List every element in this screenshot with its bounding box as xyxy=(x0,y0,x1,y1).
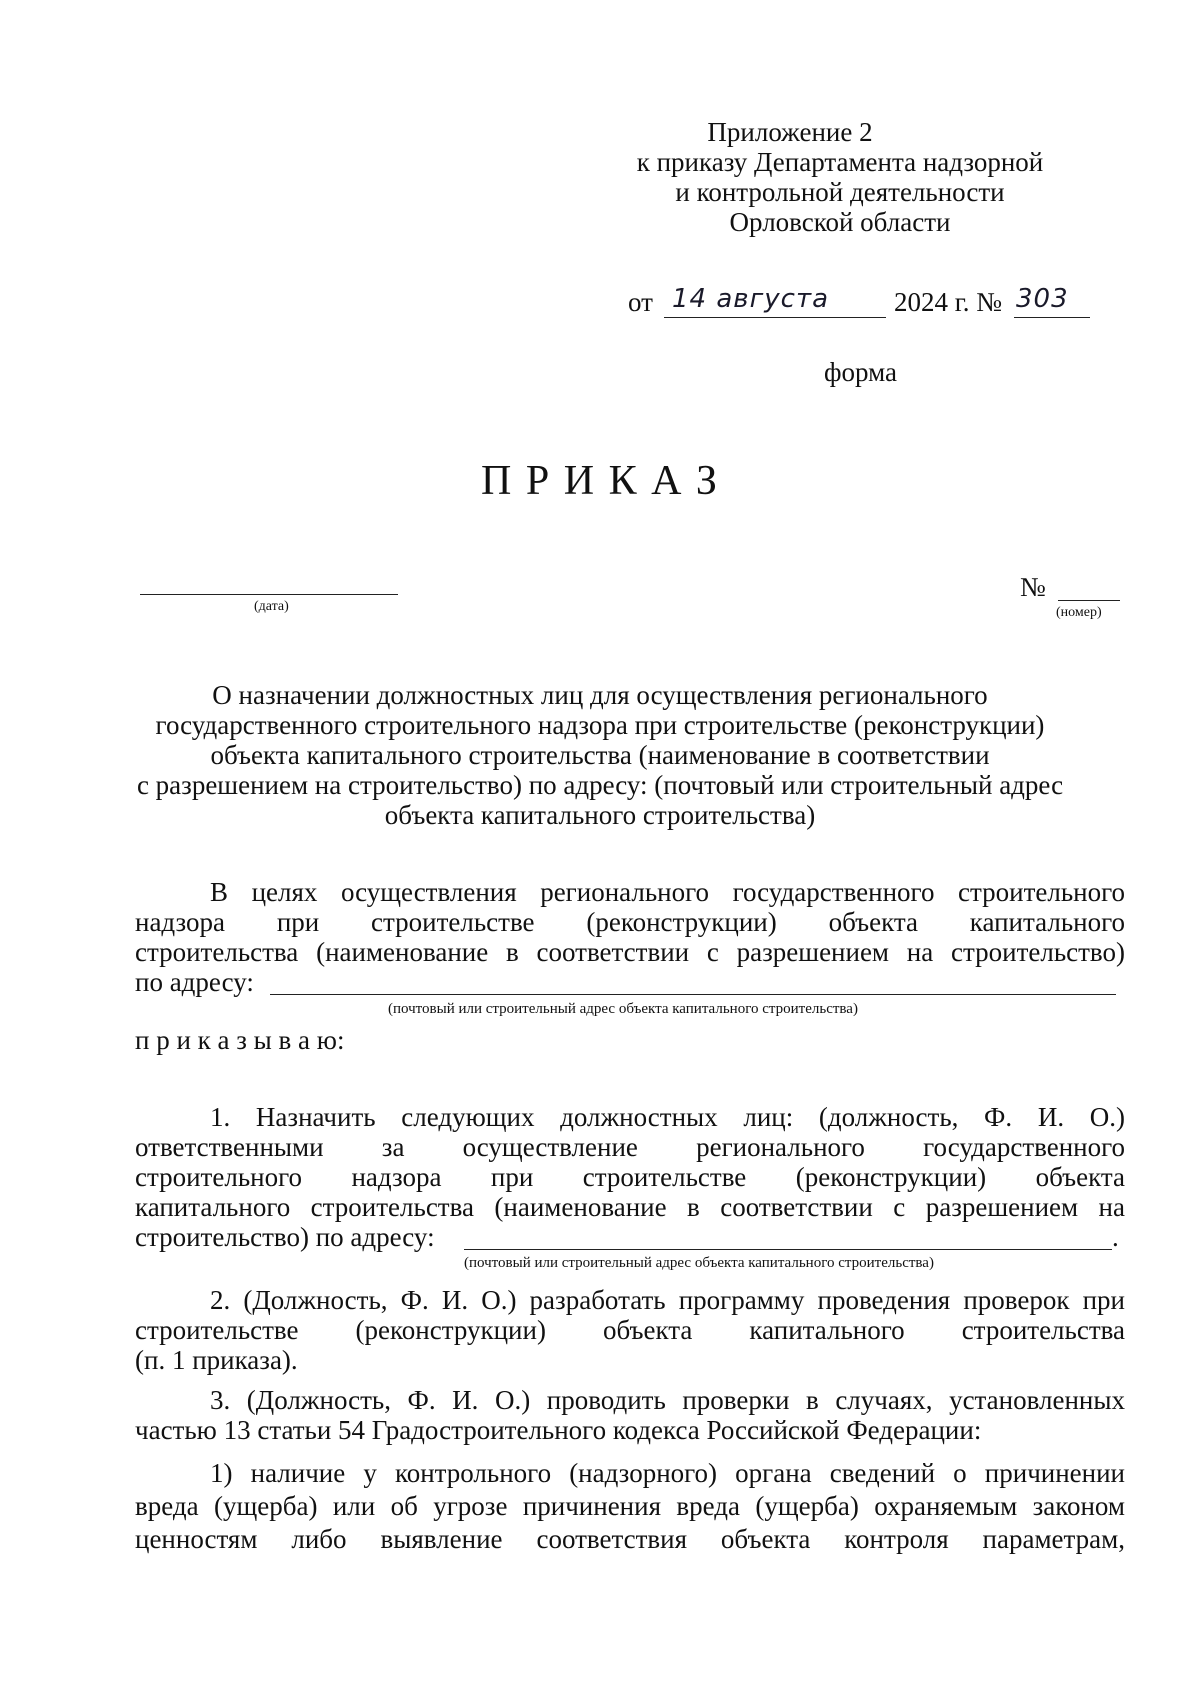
appendix-line-2: к приказу Департамента надзорной xyxy=(636,147,1044,177)
item1-address-line xyxy=(464,1249,1112,1250)
item1-line-3: строительного надзора при строительстве (реконструкции) объекта xyxy=(135,1162,1125,1192)
order-word: п р и к а з ы в а ю: xyxy=(135,1025,345,1055)
date-caption: (дата) xyxy=(254,599,289,614)
item1-address-period: . xyxy=(1112,1222,1119,1252)
preamble-line-3: строительства (наименование в соответствии с разрешением на строительство) xyxy=(135,937,1125,967)
sub1-line-2: вреда (ущерба) или об угрозе причинения вреда (ущерба) охраняемым законом xyxy=(135,1491,1125,1521)
item1-line-2: ответственными за осуществление регионального государственного xyxy=(135,1132,1125,1162)
appendix-line-4: Орловской области xyxy=(729,207,951,237)
number-placeholder-line xyxy=(1058,600,1120,601)
order-date-handwritten: 14 августа xyxy=(672,284,830,314)
order-ref-year: 2024 г. № xyxy=(894,287,1003,317)
appendix-line-3: и контрольной деятельности xyxy=(675,177,1005,207)
item1-address-label: строительство) по адресу: xyxy=(135,1222,435,1252)
preamble-address-caption: (почтовый или строительный адрес объекта капитального строительства) xyxy=(388,1001,858,1017)
preamble-address-label: по адресу: xyxy=(135,967,254,997)
subject-line-5: объекта капитального строительства) xyxy=(384,800,816,830)
preamble-address-line xyxy=(270,994,1116,995)
document-title: П Р И К А З xyxy=(481,458,719,504)
item2-line-2: строительстве (реконструкции) объекта капитального строительства xyxy=(135,1315,1125,1345)
sub1-line-3: ценностям либо выявление соответствия объекта контроля параметрам, xyxy=(135,1524,1125,1554)
item1-line-1: 1. Назначить следующих должностных лиц: (должность, Ф. И. О.) xyxy=(210,1102,1125,1132)
number-sign: № xyxy=(1020,572,1046,602)
number-caption: (номер) xyxy=(1056,605,1102,620)
item2-line-3: (п. 1 приказа). xyxy=(135,1345,298,1375)
order-number-underline xyxy=(1014,317,1090,318)
appendix-line-1: Приложение 2 xyxy=(707,117,873,147)
preamble-line-2: надзора при строительстве (реконструкции) объекта капитального xyxy=(135,907,1125,937)
item2-line-1: 2. (Должность, Ф. И. О.) разработать программу проведения проверок при xyxy=(210,1285,1125,1315)
subject-line-2: государственного строительного надзора при строительстве (реконструкции) xyxy=(155,710,1045,740)
item3-line-1: 3. (Должность, Ф. И. О.) проводить проверки в случаях, установленных xyxy=(210,1385,1125,1415)
preamble-line-1: В целях осуществления регионального государственного строительного xyxy=(210,877,1125,907)
sub1-line-1: 1) наличие у контрольного (надзорного) органа сведений о причинении xyxy=(210,1458,1125,1488)
order-number-handwritten: 303 xyxy=(1016,284,1069,314)
order-ref-prefix: от xyxy=(628,287,653,317)
subject-line-3: объекта капитального строительства (наименование в соответствии xyxy=(210,740,990,770)
item1-line-4: капитального строительства (наименование в соответствии с разрешением на xyxy=(135,1192,1125,1222)
item3-line-2: частью 13 статьи 54 Градостроительного кодекса Российской Федерации: xyxy=(135,1415,982,1445)
subject-line-4: с разрешением на строительство) по адресу: (почтовый или строительный адрес xyxy=(136,770,1064,800)
order-date-underline xyxy=(664,317,886,318)
item1-address-caption: (почтовый или строительный адрес объекта капитального строительства) xyxy=(464,1255,934,1271)
date-placeholder-line xyxy=(140,594,398,595)
forma-label: форма xyxy=(824,357,897,387)
subject-line-1: О назначении должностных лиц для осуществления регионального xyxy=(212,680,988,710)
